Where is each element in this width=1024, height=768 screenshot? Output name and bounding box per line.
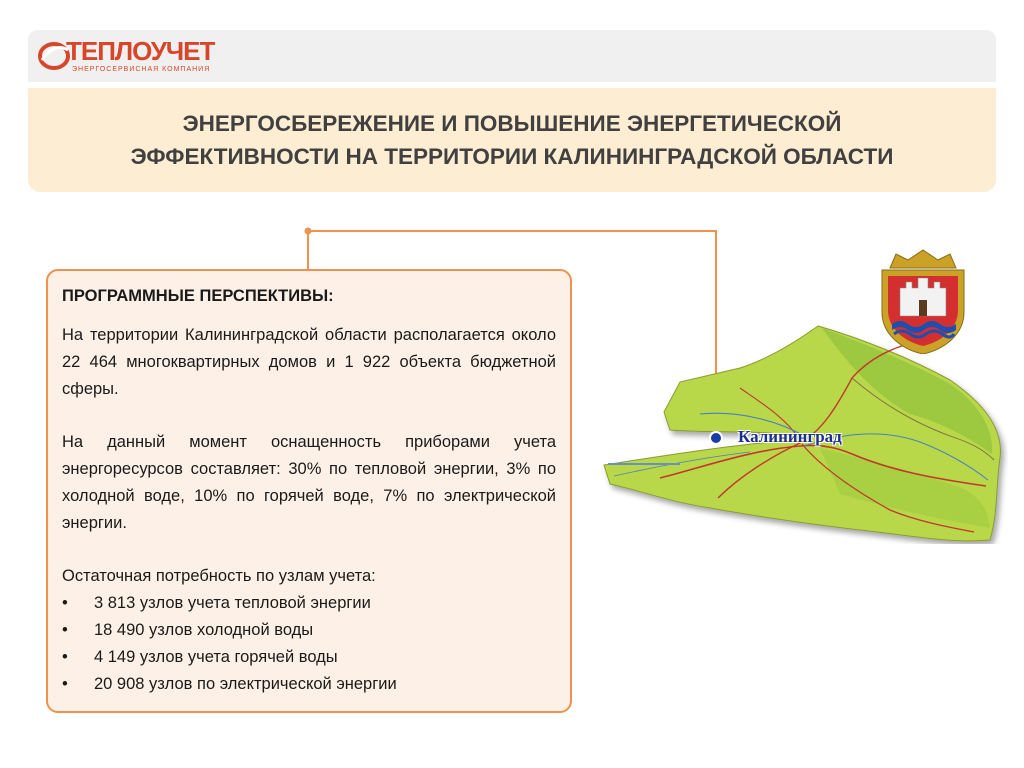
page-title-line-1: ЭНЕРГОСБЕРЕЖЕНИЕ И ПОВЫШЕНИЕ ЭНЕРГЕТИЧЕСКОЙ bbox=[182, 111, 842, 136]
buildings-paragraph: На территории Калининградской области располагается около 22 464 многоквартирных домов и 1 922 объекта бюджетной сферы. bbox=[62, 326, 556, 398]
panel-heading: ПРОГРАММНЫЕ ПЕРСПЕКТИВЫ: bbox=[62, 287, 334, 305]
company-logo bbox=[36, 36, 226, 78]
list-item: • 18 490 узлов холодной воды bbox=[62, 617, 556, 644]
list-item: • 3 813 узлов учета тепловой энергии bbox=[62, 590, 556, 617]
list-intro: Остаточная потребность по узлам учета: bbox=[62, 567, 376, 585]
list-item: • 4 149 узлов учета горячей воды bbox=[62, 644, 556, 671]
logo-tagline: ЭНЕРГОСЕРВИСНАЯ КОМПАНИЯ bbox=[72, 66, 211, 73]
page-title-line-2: ЭФФЕКТИВНОСТИ НА ТЕРРИТОРИИ КАЛИНИНГРАДСКОЙ ОБЛАСТИ bbox=[130, 144, 894, 169]
city-label: Калининград bbox=[738, 427, 842, 446]
coat-of-arms-icon bbox=[878, 248, 968, 354]
info-panel bbox=[46, 269, 572, 713]
metering-needs-list bbox=[62, 590, 556, 698]
metering-paragraph: На данный момент оснащенность приборами учета энергоресурсов составляет: 30% по тепловой энергии, 3% по холодной воде, 10% по горячей воде, 7% по электрической энергии. bbox=[62, 433, 556, 532]
city-marker-icon bbox=[710, 432, 722, 444]
logo-name: ТЕПЛОУЧЕТ bbox=[66, 36, 215, 66]
title-band bbox=[28, 88, 996, 192]
list-item: • 20 908 узлов по электрической энергии bbox=[62, 671, 556, 698]
page-title bbox=[62, 107, 962, 173]
